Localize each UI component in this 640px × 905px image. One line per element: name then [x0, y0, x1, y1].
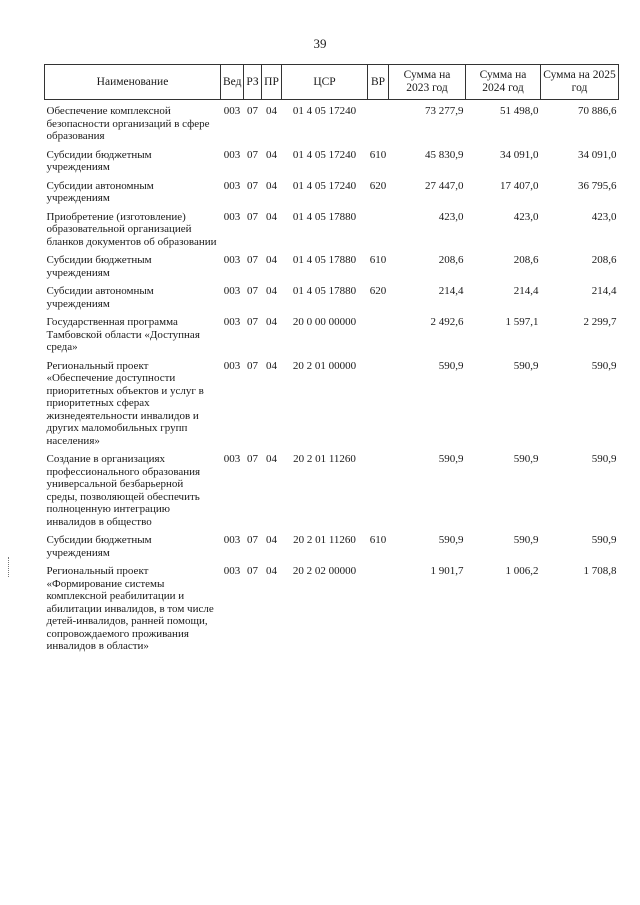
cell-csr: 01 4 05 17240 — [292, 105, 357, 117]
cell-name: Государственная программа Тамбовской области «Доступная среда» — [46, 316, 200, 353]
cell-rz: 07 — [247, 285, 258, 297]
cell-sum-2023: 208,6 — [438, 254, 464, 266]
table-body — [45, 100, 619, 654]
cell-ved: 003 — [223, 105, 241, 117]
table-row — [45, 100, 619, 144]
cell-sum-2025: 2 299,7 — [583, 316, 617, 328]
cell-sum-2024: 590,9 — [513, 534, 539, 546]
header-vr: ВР — [368, 65, 389, 100]
cell-pr: 04 — [266, 534, 277, 546]
table-row — [45, 448, 619, 529]
cell-sum-2024: 214,4 — [513, 285, 539, 297]
cell-pr: 04 — [266, 210, 277, 223]
cell-pr: 04 — [266, 316, 277, 328]
cell-pr: 04 — [266, 148, 277, 161]
cell-name: Субсидии автономным учреждениям — [46, 179, 154, 204]
cell-ved: 003 — [223, 254, 241, 266]
cell-rz: 07 — [247, 453, 258, 465]
cell-sum-2025: 214,4 — [591, 285, 617, 297]
table-row — [45, 144, 619, 175]
cell-sum-2024: 590,9 — [513, 359, 539, 372]
cell-rz: 07 — [247, 148, 258, 161]
table-row — [45, 311, 619, 355]
cell-ved: 003 — [223, 316, 241, 328]
cell-ved: 003 — [223, 210, 241, 223]
cell-vr: 610 — [369, 254, 387, 266]
cell-rz: 07 — [247, 359, 258, 372]
cell-name: Региональный проект «Формирование системы комплексной реабилитации и абилитации инвалидов, в том числе детей-инвалидов, ранней помощи, сопровождаемого проживания инвалидов в области» — [46, 565, 214, 652]
cell-rz: 07 — [247, 210, 258, 223]
cell-rz: 07 — [247, 105, 258, 117]
cell-sum-2025: 590,9 — [591, 453, 617, 465]
cell-pr: 04 — [266, 105, 277, 117]
cell-pr: 04 — [266, 254, 277, 266]
cell-csr: 20 2 01 11260 — [293, 453, 356, 465]
cell-vr: 620 — [369, 285, 387, 297]
header-ved: Вед — [221, 65, 244, 100]
cell-ved: 003 — [223, 179, 241, 192]
table-row — [45, 529, 619, 560]
cell-sum-2023: 73 277,9 — [425, 105, 464, 117]
header-sum-2023: Сумма на 2023 год — [389, 65, 466, 100]
cell-sum-2023: 45 830,9 — [425, 148, 464, 161]
cell-vr: 610 — [369, 148, 387, 161]
cell-sum-2025: 208,6 — [591, 254, 617, 266]
cell-csr: 20 0 00 00000 — [292, 316, 357, 328]
cell-sum-2023: 1 901,7 — [430, 565, 464, 577]
cell-name: Обеспечение комплексной безопасности организаций в сфере образования — [46, 105, 210, 142]
cell-sum-2023: 2 492,6 — [430, 316, 464, 328]
cell-ved: 003 — [223, 148, 241, 161]
table-row — [45, 206, 619, 250]
cell-pr: 04 — [266, 285, 277, 297]
cell-rz: 07 — [247, 254, 258, 266]
cell-csr: 20 2 02 00000 — [292, 565, 357, 577]
cell-rz: 07 — [247, 565, 258, 577]
cell-sum-2024: 17 407,0 — [500, 179, 539, 192]
cell-rz: 07 — [247, 179, 258, 192]
cell-sum-2024: 423,0 — [513, 210, 539, 223]
cell-name: Субсидии автономным учреждениям — [46, 285, 154, 310]
cell-sum-2023: 214,4 — [438, 285, 464, 297]
cell-sum-2024: 34 091,0 — [500, 148, 539, 161]
cell-pr: 04 — [266, 359, 277, 372]
cell-csr: 01 4 05 17880 — [292, 285, 357, 297]
cell-vr — [368, 311, 389, 355]
table-header-row — [45, 65, 619, 100]
cell-vr — [368, 448, 389, 529]
cell-name: Субсидии бюджетным учреждениям — [46, 534, 152, 559]
cell-sum-2024: 51 498,0 — [500, 105, 539, 117]
cell-sum-2024: 590,9 — [513, 453, 539, 465]
cell-name: Субсидии бюджетным учреждениям — [46, 148, 152, 173]
cell-pr: 04 — [266, 179, 277, 192]
cell-rz: 07 — [247, 316, 258, 328]
cell-sum-2024: 1 597,1 — [505, 316, 539, 328]
cell-sum-2023: 590,9 — [438, 453, 464, 465]
cell-sum-2025: 590,9 — [591, 359, 617, 372]
cell-pr: 04 — [266, 453, 277, 465]
cell-sum-2024: 208,6 — [513, 254, 539, 266]
cell-sum-2025: 590,9 — [591, 534, 617, 546]
header-sum-2025: Сумма на 2025 год — [541, 65, 619, 100]
table-row — [45, 249, 619, 280]
cell-sum-2023: 590,9 — [438, 534, 464, 546]
cell-name: Создание в организациях профессионального образования универсальной безбарьерной среды, позволяющей обеспечить полноценную интеграцию инвалидов в общество — [46, 453, 201, 528]
cell-csr: 01 4 05 17880 — [292, 210, 357, 223]
cell-csr: 01 4 05 17240 — [292, 179, 357, 192]
cell-sum-2025: 1 708,8 — [583, 565, 617, 577]
table-row — [45, 175, 619, 206]
header-pr: ПР — [262, 65, 282, 100]
table-row — [45, 280, 619, 311]
header-csr: ЦСР — [282, 65, 368, 100]
cell-sum-2025: 34 091,0 — [578, 148, 617, 161]
cell-ved: 003 — [223, 453, 241, 465]
page-number: 39 — [313, 36, 327, 51]
cell-pr: 04 — [266, 565, 277, 577]
cell-ved: 003 — [223, 534, 241, 546]
scan-margin-mark — [8, 557, 11, 577]
table-row — [45, 355, 619, 449]
cell-sum-2025: 36 795,6 — [578, 179, 617, 192]
cell-name: Субсидии бюджетным учреждениям — [46, 254, 152, 279]
table-row — [45, 560, 619, 654]
cell-sum-2024: 1 006,2 — [505, 565, 539, 577]
cell-vr: 610 — [369, 534, 387, 546]
cell-name: Региональный проект «Обеспечение доступности приоритетных объектов и услуг в приоритетных сферах жизнедеятельности инвалидов и других маломобильных групп населения» — [46, 359, 204, 447]
budget-table — [44, 64, 619, 654]
cell-csr: 01 4 05 17880 — [292, 254, 357, 266]
cell-sum-2023: 590,9 — [438, 359, 464, 372]
cell-ved: 003 — [223, 285, 241, 297]
cell-vr — [368, 560, 389, 654]
cell-rz: 07 — [247, 534, 258, 546]
cell-csr: 20 2 01 00000 — [292, 359, 357, 372]
cell-vr: 620 — [369, 179, 387, 192]
cell-sum-2025: 70 886,6 — [578, 105, 617, 117]
cell-vr — [368, 206, 389, 250]
cell-name: Приобретение (изготовление) образовательной организацией бланков документов об образовании — [46, 210, 217, 248]
cell-csr: 01 4 05 17240 — [292, 148, 357, 161]
cell-ved: 003 — [223, 565, 241, 577]
cell-vr — [368, 355, 389, 449]
header-rz: РЗ — [244, 65, 262, 100]
cell-vr — [368, 100, 389, 144]
cell-sum-2025: 423,0 — [591, 210, 617, 223]
header-name: Наименование — [45, 65, 221, 100]
cell-csr: 20 2 01 11260 — [293, 534, 356, 546]
cell-sum-2023: 423,0 — [438, 210, 464, 223]
cell-sum-2023: 27 447,0 — [425, 179, 464, 192]
header-sum-2024: Сумма на 2024 год — [466, 65, 541, 100]
cell-ved: 003 — [223, 359, 241, 372]
